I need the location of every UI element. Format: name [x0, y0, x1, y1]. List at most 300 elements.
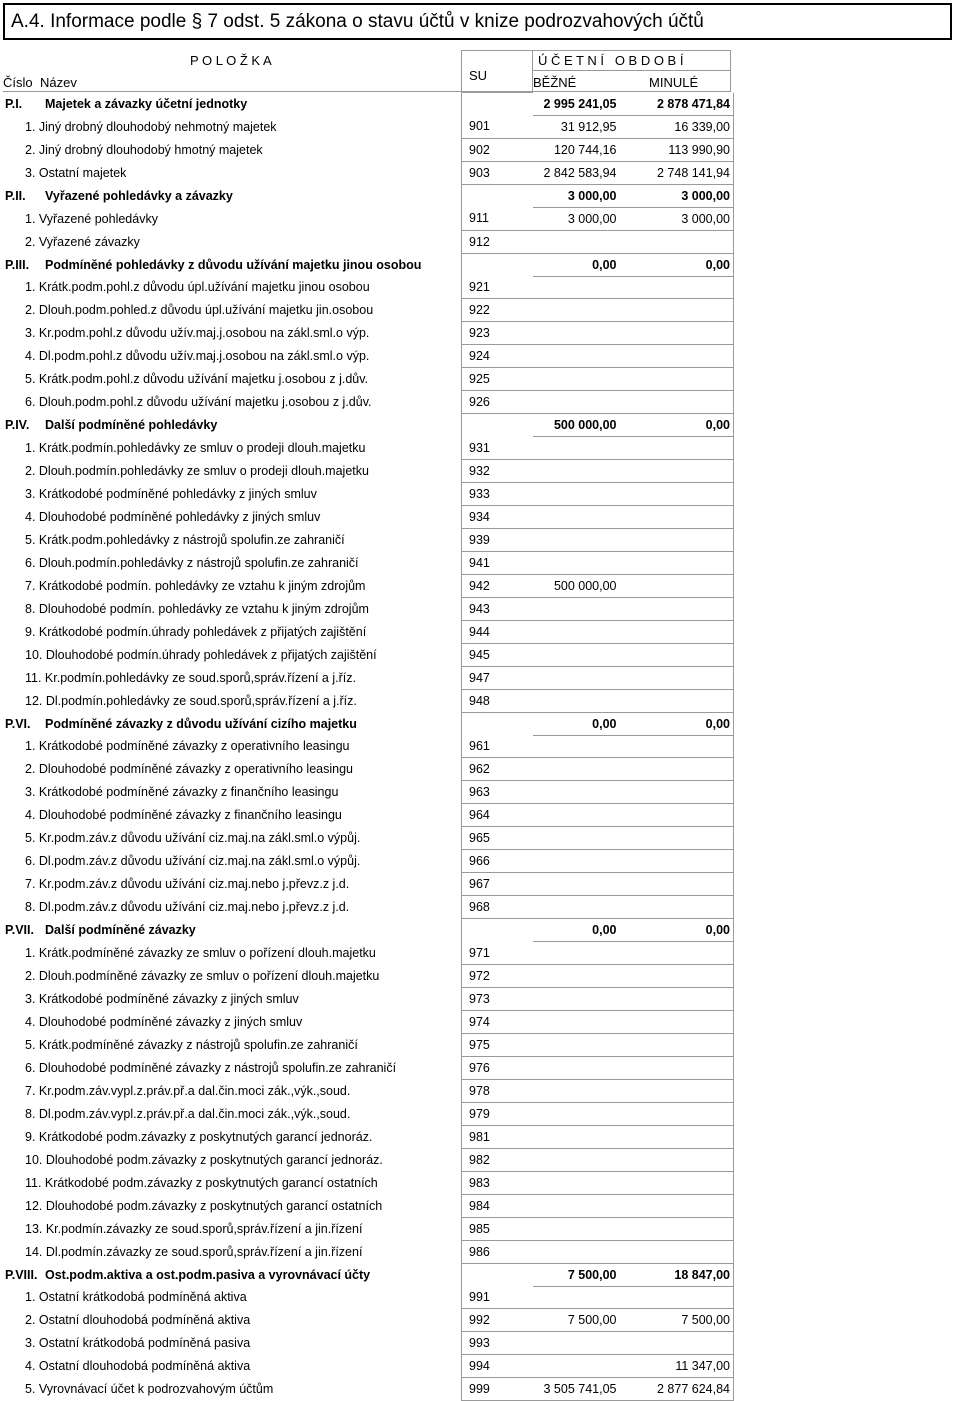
- table-row: [3, 1010, 734, 1033]
- current-period-value: 3 000,00: [533, 184, 618, 207]
- previous-period-value: 113 990,90: [618, 138, 734, 161]
- current-period-value: 0,00: [533, 712, 618, 735]
- table-row: [3, 1056, 734, 1079]
- table-row: [3, 942, 734, 965]
- current-period-value: [533, 391, 618, 414]
- synthetic-account: 901: [462, 115, 533, 138]
- table-row: [3, 115, 734, 138]
- row-label-cell: [3, 689, 462, 712]
- synthetic-account: 903: [462, 161, 533, 184]
- row-label: 6. Dlouh.podm.pohl.z důvodu užívání majetku j.osobou z j.dův.: [25, 395, 372, 409]
- row-label: Majetek a závazky účetní jednotky: [45, 96, 248, 111]
- table-row: [3, 138, 734, 161]
- row-label-cell: [3, 712, 462, 735]
- current-period-value: [533, 1332, 618, 1355]
- previous-period-value: 3 000,00: [618, 207, 734, 230]
- current-period-value: [533, 597, 618, 620]
- row-label-cell: [3, 1309, 462, 1332]
- table-row: [3, 735, 734, 758]
- previous-period-value: [618, 1010, 734, 1033]
- previous-period-value: [618, 391, 734, 414]
- table-row: [3, 276, 734, 299]
- row-label-cell: [3, 1056, 462, 1079]
- synthetic-account: 973: [462, 987, 533, 1010]
- previous-period-value: 7 500,00: [618, 1309, 734, 1332]
- previous-period-value: [618, 827, 734, 850]
- synthetic-account: 933: [462, 482, 533, 505]
- synthetic-account: [462, 919, 533, 942]
- header-su-left-rule: [461, 50, 462, 92]
- table-row: [3, 482, 734, 505]
- row-label: 2. Dlouh.podmín.pohledávky ze smluv o prodeji dlouh.majetku: [25, 463, 369, 478]
- row-label-cell: [3, 1010, 462, 1033]
- row-label: 8. Dlouhodobé podmín. pohledávky ze vztahu k jiným zdrojům: [25, 601, 369, 616]
- current-period-value: [533, 964, 618, 987]
- row-label-cell: [3, 919, 462, 942]
- table-row: [3, 1148, 734, 1171]
- previous-period-value: [618, 1079, 734, 1102]
- current-period-value: 2 842 583,94: [533, 161, 618, 184]
- row-label: 2. Vyřazené závazky: [25, 234, 140, 249]
- table-row: [3, 1125, 734, 1148]
- previous-period-value: [618, 597, 734, 620]
- table-body: [3, 93, 734, 1401]
- synthetic-account: 962: [462, 758, 533, 781]
- section-row: [3, 919, 734, 942]
- row-label: Podmíněné závazky z důvodu užívání cizího majetku: [45, 716, 357, 731]
- previous-period-value: [618, 322, 734, 345]
- synthetic-account: 922: [462, 299, 533, 322]
- previous-period-value: [618, 689, 734, 712]
- row-label-cell: [3, 528, 462, 551]
- header-polozka: P O L O Ž K A: [190, 53, 272, 68]
- previous-period-value: [618, 1148, 734, 1171]
- row-label-cell: [3, 414, 462, 437]
- previous-period-value: [618, 1056, 734, 1079]
- row-label: 11. Kr.podmín.pohledávky ze soud.sporů,správ.řízení a j.říz.: [25, 670, 356, 685]
- synthetic-account: 991: [462, 1286, 533, 1309]
- previous-period-value: [618, 942, 734, 965]
- current-period-value: [533, 1217, 618, 1240]
- current-period-value: 7 500,00: [533, 1309, 618, 1332]
- previous-period-value: [618, 230, 734, 253]
- section-code: P.IV.: [5, 418, 30, 432]
- header-minule: MINULÉ: [649, 75, 699, 90]
- row-label-cell: [3, 184, 462, 207]
- row-label: 8. Dl.podm.záv.z důvodu užívání ciz.maj.nebo j.převz.z j.d.: [25, 900, 350, 914]
- row-label: 12. Dlouhodobé podm.závazky z poskytnutých garancí ostatních: [25, 1198, 383, 1213]
- synthetic-account: 976: [462, 1056, 533, 1079]
- table-row: [3, 459, 734, 482]
- row-label: 4. Dlouhodobé podmíněné závazky z jiných smluv: [25, 1014, 303, 1029]
- row-label-cell: [3, 1148, 462, 1171]
- table-row: [3, 896, 734, 919]
- current-period-value: [533, 620, 618, 643]
- synthetic-account: 979: [462, 1102, 533, 1125]
- previous-period-value: [618, 574, 734, 597]
- header-su-right-rule: [532, 50, 533, 92]
- table-row: [3, 1033, 734, 1056]
- previous-period-value: 18 847,00: [618, 1263, 734, 1286]
- row-label-cell: [3, 207, 462, 230]
- row-label-cell: [3, 1194, 462, 1217]
- row-label-cell: [3, 735, 462, 758]
- row-label: 1. Krátk.podm.pohl.z důvodu úpl.užívání majetku jinou osobou: [25, 280, 370, 295]
- row-label-cell: [3, 1378, 462, 1401]
- current-period-value: [533, 850, 618, 873]
- synthetic-account: 985: [462, 1217, 533, 1240]
- row-label: 2. Dlouh.podm.pohled.z důvodu úpl.užívání majetku jin.osobou: [25, 303, 374, 317]
- previous-period-value: [618, 1286, 734, 1309]
- table-row: [3, 689, 734, 712]
- table-row: [3, 804, 734, 827]
- row-label: 11. Krátkodobé podm.závazky z poskytnutých garancí ostatních: [25, 1175, 378, 1190]
- row-label: Další podmíněné pohledávky: [45, 418, 218, 432]
- current-period-value: 500 000,00: [533, 574, 618, 597]
- synthetic-account: 967: [462, 873, 533, 896]
- row-label: 8. Dl.podm.záv.vypl.z.práv.př.a dal.čin.moci zák.,výk.,soud.: [25, 1106, 351, 1121]
- row-label-cell: [3, 781, 462, 804]
- table-row: [3, 1286, 734, 1309]
- previous-period-value: [618, 276, 734, 299]
- previous-period-value: [618, 459, 734, 482]
- current-period-value: [533, 299, 618, 322]
- table-row: [3, 368, 734, 391]
- synthetic-account: 994: [462, 1355, 533, 1378]
- synthetic-account: 961: [462, 735, 533, 758]
- synthetic-account: 911: [462, 207, 533, 230]
- row-label: 4. Dl.podm.pohl.z důvodu užív.maj.j.osobou na zákl.sml.o výp.: [25, 349, 370, 363]
- row-label-cell: [3, 873, 462, 896]
- table-row: [3, 758, 734, 781]
- synthetic-account: [462, 1263, 533, 1286]
- current-period-value: [533, 1079, 618, 1102]
- synthetic-account: 932: [462, 459, 533, 482]
- row-label-cell: [3, 253, 462, 276]
- table-row: [3, 597, 734, 620]
- row-label: 3. Kr.podm.pohl.z důvodu užív.maj.j.osobou na zákl.sml.o výp.: [25, 326, 370, 340]
- row-label-cell: [3, 138, 462, 161]
- row-label: 3. Krátkodobé podmíněné závazky z jiných smluv: [25, 991, 299, 1006]
- current-period-value: [533, 987, 618, 1010]
- row-label-cell: [3, 1217, 462, 1240]
- current-period-value: [533, 368, 618, 391]
- synthetic-account: 964: [462, 804, 533, 827]
- previous-period-value: 0,00: [618, 919, 734, 942]
- current-period-value: [533, 1194, 618, 1217]
- synthetic-account: 948: [462, 689, 533, 712]
- current-period-value: [533, 345, 618, 368]
- synthetic-account: 965: [462, 827, 533, 850]
- synthetic-account: 945: [462, 643, 533, 666]
- row-label-cell: [3, 1332, 462, 1355]
- current-period-value: [533, 551, 618, 574]
- previous-period-value: 2 877 624,84: [618, 1378, 734, 1401]
- row-label: 3. Ostatní krátkodobá podmíněná pasiva: [25, 1336, 251, 1350]
- table-row: [3, 299, 734, 322]
- previous-period-value: [618, 873, 734, 896]
- previous-period-value: [618, 1332, 734, 1355]
- row-label-cell: [3, 93, 462, 116]
- table-row: [3, 161, 734, 184]
- header-top-rule: [461, 50, 730, 51]
- section-code: P.I.: [5, 96, 23, 111]
- row-label: 5. Vyrovnávací účet k podrozvahovým účtům: [25, 1382, 274, 1396]
- previous-period-value: 0,00: [618, 712, 734, 735]
- current-period-value: [533, 1125, 618, 1148]
- table-row: [3, 1102, 734, 1125]
- row-label-cell: [3, 368, 462, 391]
- row-label: 10. Dlouhodobé podmín.úhrady pohledávek z přijatých zajištění: [25, 647, 377, 662]
- report-title-box: [3, 3, 952, 40]
- current-period-value: [533, 689, 618, 712]
- row-label: 5. Kr.podm.záv.z důvodu užívání ciz.maj.na zákl.sml.o výpůj.: [25, 831, 361, 845]
- row-label-cell: [3, 391, 462, 414]
- row-label: 3. Ostatní majetek: [25, 165, 127, 180]
- synthetic-account: 993: [462, 1332, 533, 1355]
- current-period-value: 120 744,16: [533, 138, 618, 161]
- row-label-cell: [3, 482, 462, 505]
- row-label-cell: [3, 827, 462, 850]
- header-cislo: Číslo: [3, 75, 33, 90]
- row-label: 4. Dlouhodobé podmíněné pohledávky z jiných smluv: [25, 509, 321, 524]
- row-label: 4. Ostatní dlouhodobá podmíněná aktiva: [25, 1359, 251, 1373]
- row-label: 6. Dlouhodobé podmíněné závazky z nástrojů spolufin.ze zahraničí: [25, 1060, 397, 1075]
- table-row: [3, 437, 734, 460]
- synthetic-account: 944: [462, 620, 533, 643]
- synthetic-account: 934: [462, 505, 533, 528]
- header-right-rule: [730, 50, 731, 92]
- row-label: 1. Ostatní krátkodobá podmíněná aktiva: [25, 1290, 247, 1305]
- table-row: [3, 987, 734, 1010]
- section-code: P.III.: [5, 257, 30, 272]
- row-label-cell: [3, 299, 462, 322]
- previous-period-value: [618, 345, 734, 368]
- row-label-cell: [3, 942, 462, 965]
- row-label-cell: [3, 1125, 462, 1148]
- row-label: 9. Krátkodobé podm.závazky z poskytnutých garancí jednoráz.: [25, 1129, 373, 1144]
- table-row: [3, 666, 734, 689]
- synthetic-account: 902: [462, 138, 533, 161]
- section-row: [3, 93, 734, 116]
- row-label-cell: [3, 987, 462, 1010]
- row-label-cell: [3, 666, 462, 689]
- current-period-value: [533, 1286, 618, 1309]
- current-period-value: [533, 528, 618, 551]
- row-label-cell: [3, 1240, 462, 1263]
- row-label-cell: [3, 850, 462, 873]
- row-label: 14. Dl.podmín.závazky ze soud.sporů,správ.řízení a jin.řízení: [25, 1244, 363, 1259]
- table-row: [3, 528, 734, 551]
- row-label-cell: [3, 345, 462, 368]
- row-label: 10. Dlouhodobé podm.závazky z poskytnutých garancí jednoráz.: [25, 1152, 383, 1167]
- section-code: P.II.: [5, 188, 26, 203]
- header-bezne: BĚŽNÉ: [533, 75, 577, 90]
- row-label: 13. Kr.podmín.závazky ze soud.sporů,správ.řízení a jin.řízení: [25, 1221, 363, 1236]
- section-row: [3, 184, 734, 207]
- previous-period-value: [618, 1125, 734, 1148]
- row-label-cell: [3, 896, 462, 919]
- table-row: [3, 505, 734, 528]
- current-period-value: [533, 942, 618, 965]
- previous-period-value: [618, 1217, 734, 1240]
- section-code: P.VII.: [5, 923, 34, 937]
- current-period-value: [533, 873, 618, 896]
- synthetic-account: 986: [462, 1240, 533, 1263]
- header-obdobi: Ú Č E T N Í O B D O B Í: [538, 53, 684, 68]
- table-row: [3, 230, 734, 253]
- previous-period-value: 2 878 471,84: [618, 93, 734, 116]
- current-period-value: 500 000,00: [533, 414, 618, 437]
- synthetic-account: 931: [462, 437, 533, 460]
- current-period-value: [533, 1148, 618, 1171]
- previous-period-value: [618, 964, 734, 987]
- current-period-value: [533, 482, 618, 505]
- synthetic-account: 972: [462, 964, 533, 987]
- section-code: P.VI.: [5, 716, 31, 731]
- synthetic-account: 966: [462, 850, 533, 873]
- table-row: [3, 1194, 734, 1217]
- row-label: Vyřazené pohledávky a závazky: [45, 188, 233, 203]
- synthetic-account: 975: [462, 1033, 533, 1056]
- current-period-value: [533, 1010, 618, 1033]
- current-period-value: [533, 643, 618, 666]
- previous-period-value: [618, 505, 734, 528]
- synthetic-account: 925: [462, 368, 533, 391]
- current-period-value: 3 505 741,05: [533, 1378, 618, 1401]
- synthetic-account: 924: [462, 345, 533, 368]
- row-label: 1. Vyřazené pohledávky: [25, 211, 158, 226]
- synthetic-account: 999: [462, 1378, 533, 1401]
- row-label: 7. Kr.podm.záv.z důvodu užívání ciz.maj.nebo j.převz.z j.d.: [25, 877, 350, 891]
- previous-period-value: 2 748 141,94: [618, 161, 734, 184]
- current-period-value: [533, 758, 618, 781]
- synthetic-account: 939: [462, 528, 533, 551]
- row-label-cell: [3, 1355, 462, 1378]
- synthetic-account: 921: [462, 276, 533, 299]
- row-label-cell: [3, 1263, 462, 1286]
- current-period-value: [533, 1102, 618, 1125]
- header-obdobi-rule: [532, 70, 730, 71]
- row-label-cell: [3, 620, 462, 643]
- row-label: 3. Krátkodobé podmíněné závazky z finančního leasingu: [25, 785, 339, 799]
- header-nazev: Název: [40, 75, 77, 90]
- previous-period-value: 3 000,00: [618, 184, 734, 207]
- row-label: 7. Kr.podm.záv.vypl.z.práv.př.a dal.čin.moci zák.,výk.,soud.: [25, 1083, 351, 1098]
- current-period-value: [533, 804, 618, 827]
- previous-period-value: 11 347,00: [618, 1355, 734, 1378]
- row-label-cell: [3, 804, 462, 827]
- row-label-cell: [3, 597, 462, 620]
- table-row: [3, 827, 734, 850]
- synthetic-account: [462, 253, 533, 276]
- current-period-value: [533, 1171, 618, 1194]
- row-label: 2. Dlouh.podmíněné závazky ze smluv o pořízení dlouh.majetku: [25, 968, 380, 983]
- current-period-value: [533, 781, 618, 804]
- row-label: 2. Dlouhodobé podmíněné závazky z operativního leasingu: [25, 762, 353, 776]
- previous-period-value: [618, 781, 734, 804]
- table-row: [3, 850, 734, 873]
- previous-period-value: [618, 804, 734, 827]
- table-row: [3, 322, 734, 345]
- current-period-value: [533, 322, 618, 345]
- current-period-value: [533, 1033, 618, 1056]
- section-row: [3, 1263, 734, 1286]
- current-period-value: 3 000,00: [533, 207, 618, 230]
- previous-period-value: [618, 643, 734, 666]
- header-su: SU: [469, 68, 488, 83]
- row-label-cell: [3, 322, 462, 345]
- table-row: [3, 620, 734, 643]
- current-period-value: [533, 896, 618, 919]
- synthetic-account: 941: [462, 551, 533, 574]
- current-period-value: [533, 1240, 618, 1263]
- row-label-cell: [3, 1171, 462, 1194]
- current-period-value: [533, 827, 618, 850]
- synthetic-account: [462, 712, 533, 735]
- previous-period-value: [618, 1194, 734, 1217]
- current-period-value: [533, 666, 618, 689]
- row-label: 9. Krátkodobé podmín.úhrady pohledávek z přijatých zajištění: [25, 624, 367, 639]
- row-label: 6. Dlouh.podmín.pohledávky z nástrojů spolufin.ze zahraničí: [25, 555, 359, 570]
- table-row: [3, 574, 734, 597]
- row-label: Ost.podm.aktiva a ost.podm.pasiva a vyrovnávací účty: [45, 1267, 371, 1282]
- previous-period-value: [618, 299, 734, 322]
- current-period-value: 0,00: [533, 919, 618, 942]
- table-row: [3, 781, 734, 804]
- current-period-value: 2 995 241,05: [533, 93, 618, 116]
- synthetic-account: 974: [462, 1010, 533, 1033]
- previous-period-value: [618, 620, 734, 643]
- table-row: [3, 207, 734, 230]
- table-row: [3, 1378, 734, 1401]
- row-label: Další podmíněné závazky: [45, 923, 196, 937]
- row-label: 3. Krátkodobé podmíněné pohledávky z jiných smluv: [25, 486, 317, 501]
- current-period-value: [533, 230, 618, 253]
- synthetic-account: [462, 93, 533, 116]
- previous-period-value: [618, 551, 734, 574]
- report-title: A.4. Informace podle § 7 odst. 5 zákona o stavu účtů v knize podrozvahových účtů: [11, 11, 704, 32]
- row-label-cell: [3, 459, 462, 482]
- previous-period-value: [618, 1102, 734, 1125]
- current-period-value: [533, 276, 618, 299]
- row-label-cell: [3, 758, 462, 781]
- section-row: [3, 414, 734, 437]
- row-label: 5. Krátk.podmíněné závazky z nástrojů spolufin.ze zahraničí: [25, 1037, 358, 1052]
- previous-period-value: 0,00: [618, 253, 734, 276]
- row-label-cell: [3, 230, 462, 253]
- current-period-value: [533, 735, 618, 758]
- previous-period-value: [618, 368, 734, 391]
- row-label-cell: [3, 1102, 462, 1125]
- row-label: 4. Dlouhodobé podmíněné závazky z finančního leasingu: [25, 808, 342, 822]
- synthetic-account: 971: [462, 942, 533, 965]
- row-label: 1. Krátkodobé podmíněné závazky z operativního leasingu: [25, 739, 350, 754]
- synthetic-account: 943: [462, 597, 533, 620]
- previous-period-value: [618, 896, 734, 919]
- table-row: [3, 1355, 734, 1378]
- table-row: [3, 1217, 734, 1240]
- section-row: [3, 253, 734, 276]
- row-label: 5. Krátk.podm.pohl.z důvodu užívání majetku j.osobou z j.dův.: [25, 372, 369, 386]
- podrozvaha-table: [3, 92, 734, 1401]
- table-row: [3, 643, 734, 666]
- synthetic-account: 926: [462, 391, 533, 414]
- current-period-value: [533, 459, 618, 482]
- table-row: [3, 1309, 734, 1332]
- previous-period-value: 0,00: [618, 414, 734, 437]
- synthetic-account: 912: [462, 230, 533, 253]
